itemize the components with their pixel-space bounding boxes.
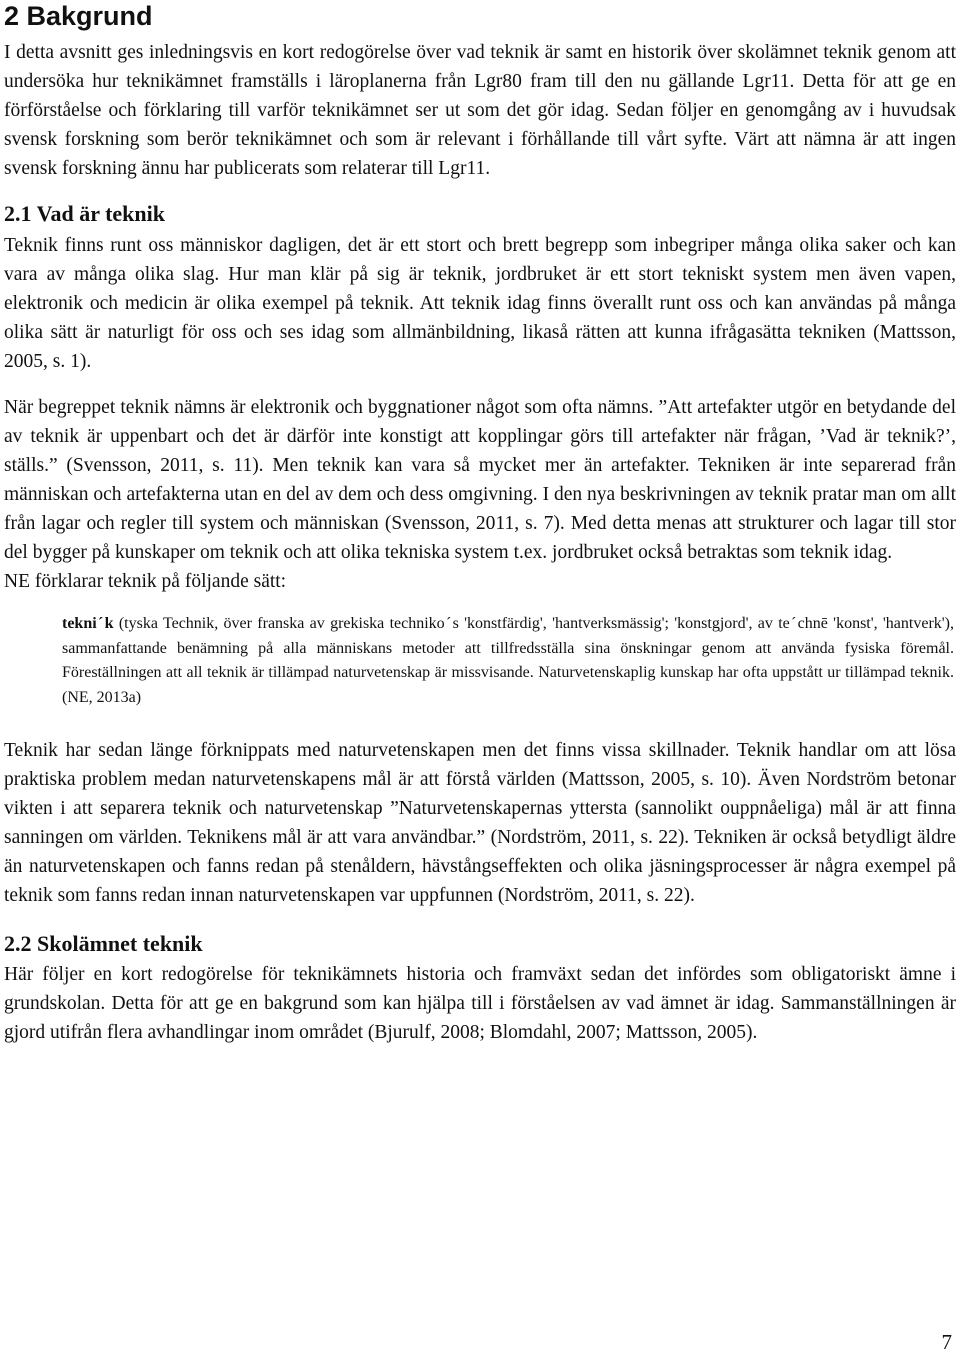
section-heading: 2 Bakgrund <box>4 1 153 31</box>
intro-paragraph: I detta avsnitt ges inledningsvis en kort redogörelse över vad teknik är samt en historik över skolämnet teknik genom att undersöka hur teknikämnet framställs i läroplanerna från Lgr80 fram till den nu gällande Lgr11. Detta för att ge en förförståelse och förklaring till varför teknikämnet ser ut som det gör idag. Sedan följer en genomgång av i huvudsak svensk forskning som berör teknikämnet och som är relevant i förhållande till vårt syfte. Värt att nämna är att ingen svensk forskning ännu har publicerats som relaterar till Lgr11. <box>4 42 956 179</box>
paragraph-2-1-d: Teknik har sedan länge förknippats med naturvetenskapen men det finns vissa skillnader. Teknik handlar om att lösa praktiska problem medan naturvetenskapens mål är att förstå världen (Mattsson, 2005, s. 10). Även Nordström betonar vikten i att separera teknik och naturvetenskap ”Naturvetenskapernas yttersta (sannolikt ouppnåeliga) mål är att finna sanningen om världen. Teknikens mål är att vara användbar.” (Nordström, 2011, s. 22). Tekniken är också betydligt äldre än naturvetenskapen och fanns redan på stenåldern, hävstångseffekten och olika jäsningsprocesser är några exempel på teknik som fanns redan innan naturvetenskapen var uppfunnen (Nordström, 2011, s. 22). <box>4 740 956 906</box>
subsection-heading-2-1: 2.1 Vad är teknik <box>4 201 165 226</box>
page-number: 7 <box>941 1330 952 1354</box>
paragraph-2-1-c: NE förklarar teknik på följande sätt: <box>4 571 287 592</box>
subsection-heading-2-2: 2.2 Skolämnet teknik <box>4 931 203 956</box>
quote-term: tekniˊk <box>62 615 114 632</box>
block-quote <box>62 612 954 710</box>
quote-text: (tyska Technik, över franska av grekiska technikoˊs 'konstfärdig', 'hantverksmässig'; 'konstgjord', av teˊchnē 'konst', 'hantverk'), sammanfattande benämning på alla människans metoder att tillfredsställa sina önskningar genom att använda fysiska föremål. Föreställningen att all teknik är tillämpad naturvetenskap är missvisande. Naturvetenskaplig kunskap har ofta uppstått ur tillämpad teknik. (NE, 2013a) <box>62 615 954 706</box>
paragraph-2-1-b: När begreppet teknik nämns är elektronik och byggnationer något som ofta nämns. ”Att artefakter utgör en betydande del av teknik är uppenbart och det är därför inte konstigt att kopplingar görs till artefakter när frågan, ’Vad är teknik?’, ställs.” (Svensson, 2011, s. 11). Men teknik kan vara så mycket mer än artefakter. Tekniken är inte separerad från människan och artefakterna utan en del av dem och dess omgivning. I den nya beskrivningen av teknik pratar man om allt från lagar och regler till system och människan (Svensson, 2011, s. 7). Med detta menas att strukturer och lagar till stor del bygger på kunskaper om teknik och att olika tekniska system t.ex. jordbruket också betraktas som teknik idag. <box>4 397 956 563</box>
paragraph-2-2: Här följer en kort redogörelse för teknikämnets historia och framväxt sedan det infördes som obligatoriskt ämne i grundskolan. Detta för att ge en bakgrund som kan hjälpa till i förståelsen av vad ämnet är idag. Sammanställningen är gjord utifrån flera avhandlingar inom området (Bjurulf, 2008; Blomdahl, 2007; Mattsson, 2005). <box>4 964 956 1043</box>
paragraph-2-1-a: Teknik finns runt oss människor dagligen, det är ett stort och brett begrepp som inbegriper många olika saker och kan vara av många olika slag. Hur man klär på sig är teknik, jordbruket är ett stort tekniskt system men även vapen, elektronik och medicin är olika exempel på teknik. Att teknik idag finns överallt runt oss och kan användas på många olika sätt är naturligt för oss och ses idag som allmänbildning, likaså rätten att kunna ifrågasätta tekniken (Mattsson, 2005, s. 1). <box>4 235 956 372</box>
document-page <box>4 0 956 1047</box>
